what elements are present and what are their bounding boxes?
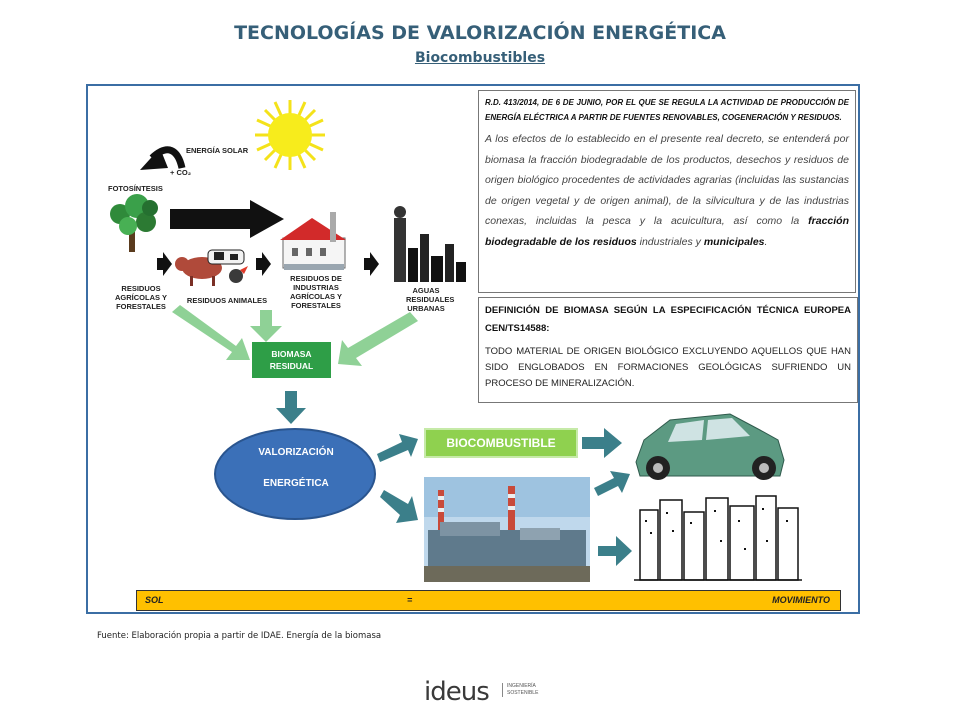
- car-icon: [636, 414, 784, 480]
- ideus-logo: [424, 677, 539, 707]
- animals-icon: [175, 250, 248, 286]
- equation-middle: =: [407, 595, 413, 605]
- page-title: TECNOLOGÍAS DE VALORIZACIÓN ENERGÉTICA: [234, 22, 726, 44]
- small-arrow-icon: [157, 252, 172, 276]
- main-flow-arrow-icon: [170, 200, 284, 238]
- co2-label: + CO₂: [170, 168, 192, 177]
- green-arrow-icon: [338, 312, 418, 366]
- city-icon: [394, 206, 466, 282]
- legal-heading: R.D. 413/2014, DE 6 DE JUNIO, POR EL QUE SE REGULA LA ACTIVIDAD DE PRODUCCIÓN DE ENERGÍA ELÉCTRICA A PARTIR DE FUENTES RENOVABLES, COGENERACIÓN Y RESIDUOS.: [485, 98, 849, 122]
- valorizacion-label: VALORIZACIÓN: [258, 447, 334, 458]
- teal-arrow-icon: [594, 471, 630, 496]
- definition-body: TODO MATERIAL DE ORIGEN BIOLÓGICO EXCLUYENDO AQUELLOS QUE HAN SIDO ENGLOBADOS EN FORMACIONES GEOLÓGICAS SUFRIENDO UN PROCESO DE MINERALIZACIÓN.: [485, 346, 851, 389]
- page-subtitle: Biocombustibles: [414, 50, 546, 66]
- legal-body-bold: fracción biodegradable de los residuos: [485, 215, 849, 248]
- power-plant-image: [424, 477, 590, 582]
- city-sketch-icon: [634, 496, 802, 580]
- city-windows: [645, 508, 788, 550]
- source-caption: Fuente: Elaboración propia a partir de IDAE. Energía de la biomasa: [97, 631, 382, 641]
- small-arrow-icon: [256, 252, 271, 276]
- aguas-label: AGUAS RESIDUALES URBANAS: [406, 286, 455, 313]
- teal-arrow-icon: [380, 490, 418, 523]
- biomasa-residual-box: BIOMASA RESIDUAL: [252, 342, 331, 378]
- energetica-label: ENERGÉTICA: [263, 478, 329, 489]
- teal-arrow-icon: [598, 536, 632, 566]
- biocombustible-box: BIOCOMBUSTIBLE: [424, 428, 578, 458]
- definition-heading: DEFINICIÓN DE BIOMASA SEGÚN LA ESPECIFICACIÓN TÉCNICA EUROPEA CEN/TS14588:: [485, 305, 851, 334]
- equation-bar: [136, 590, 841, 611]
- valorizacion-oval: [215, 429, 375, 519]
- green-arrow-icon: [250, 310, 282, 342]
- teal-arrow-icon: [582, 428, 622, 458]
- tree-icon: [110, 194, 158, 252]
- residuos-animales-label: RESIDUOS ANIMALES: [186, 296, 268, 305]
- teal-arrow-icon: [276, 391, 306, 424]
- legal-body-bold: municipales: [703, 235, 765, 248]
- logo-wordmark: ideus: [424, 677, 489, 707]
- technical-definition-box: [478, 297, 858, 403]
- legal-body-text: A los efectos de lo establecido en el presente real decreto, se entenderá por biomasa la fracción biodegradable de los productos, desechos y residuos de origen biológico procedentes de actividades agrarias (incluidas las sustancias de origen vegetal y de origen animal), de la silvicultura y de las industrias conexas, incluidas la pesca y la acuicultura, así como la: [485, 133, 849, 227]
- sun-icon: [255, 100, 325, 170]
- factory-icon: [280, 212, 346, 270]
- equation-left: SOL: [145, 595, 164, 605]
- legal-body-text: industriales y: [636, 235, 704, 248]
- equation-right: MOVIMIENTO: [772, 595, 830, 605]
- fotosintesis-label: FOTOSÍNTESIS: [108, 184, 163, 193]
- legal-body: [485, 129, 849, 252]
- green-arrow-icon: [172, 305, 250, 360]
- residuos-industrias-label: RESIDUOS DE INDUSTRIAS AGRÍCOLAS Y FORESTALES: [290, 274, 342, 310]
- solar-label: ENERGÍA SOLAR: [186, 146, 249, 155]
- legal-definition-box: [478, 90, 856, 293]
- residuos-agricolas-label: RESIDUOS AGRÍCOLAS Y FORESTALES: [115, 284, 167, 311]
- teal-arrow-icon: [377, 434, 418, 462]
- legal-body-text: .: [764, 235, 768, 248]
- small-arrow-icon: [364, 252, 379, 276]
- logo-tagline: INGENIERÍA SOSTENIBLE: [502, 683, 557, 697]
